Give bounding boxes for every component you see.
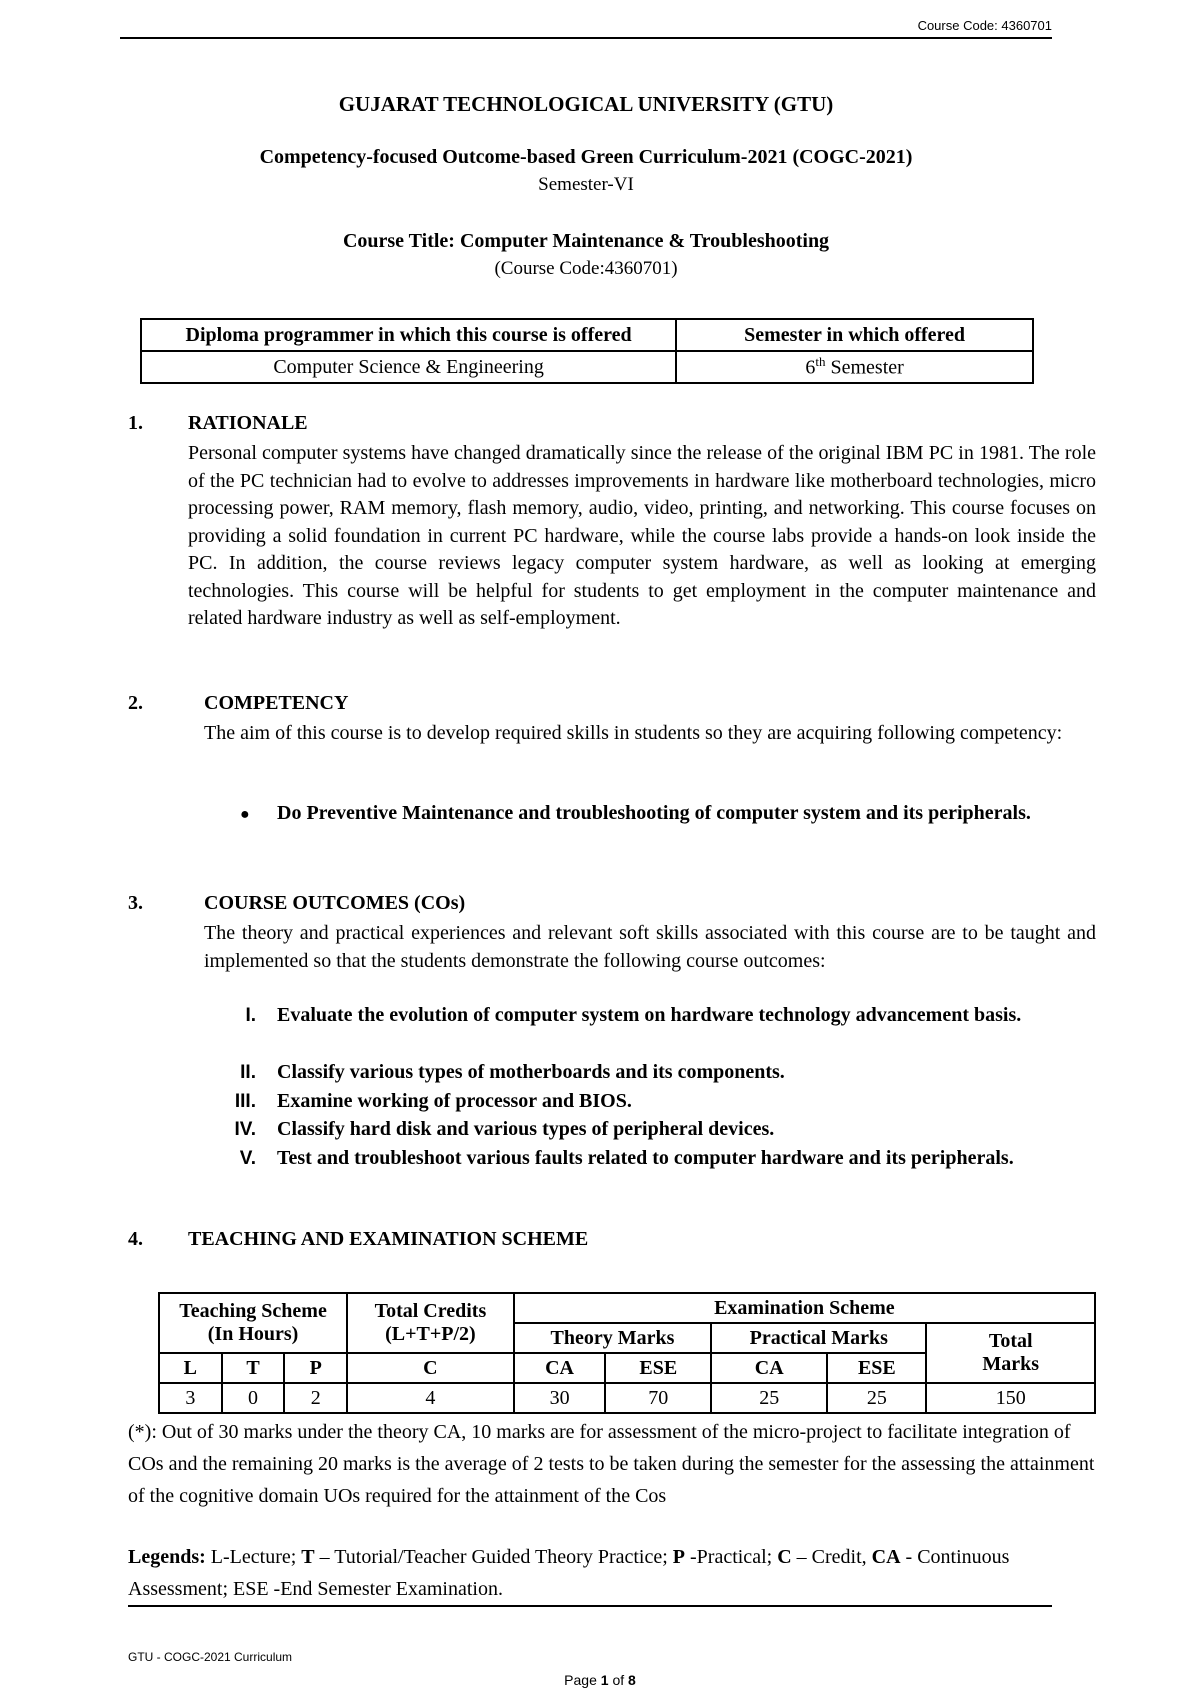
scheme-note: (*): Out of 30 marks under the theory CA, 10 marks are for assessment of the micro-project to facilitate integration of COs and the remaining 20 marks is the average of 2 tests to be taken during the semester for the assessing the attainment of the cognitive domain UOs required for the attainment of the Cos bbox=[128, 1421, 1095, 1507]
value-practical-ese: 25 bbox=[827, 1383, 926, 1413]
value-theory-ese: 70 bbox=[605, 1383, 711, 1413]
col-p: P bbox=[284, 1353, 347, 1383]
value-practical-ca: 25 bbox=[711, 1383, 827, 1413]
offering-table bbox=[140, 318, 1034, 384]
value-p: 2 bbox=[284, 1383, 347, 1413]
course-outcomes-number: 3. bbox=[128, 892, 143, 914]
semester-label: Semester-VI bbox=[538, 174, 634, 195]
legend-ca-text: - Continuous Assessment; ESE -End Semester Examination. bbox=[128, 1546, 1010, 1600]
rationale-heading: RATIONALE bbox=[188, 412, 308, 434]
header-rule bbox=[120, 37, 1052, 39]
competency-bullet: Do Preventive Maintenance and troubleshooting of computer system and its peripherals. bbox=[277, 802, 1031, 824]
co-text: Classify various types of motherboards and its components. bbox=[277, 1061, 785, 1083]
value-c: 4 bbox=[347, 1383, 514, 1413]
semester-number: 6 bbox=[805, 356, 816, 379]
offering-header-semester: Semester in which offered bbox=[676, 319, 1033, 351]
marks-label: Marks bbox=[982, 1353, 1040, 1375]
value-total: 150 bbox=[926, 1383, 1095, 1413]
legend-c-key: C bbox=[777, 1546, 792, 1568]
co-number: I. bbox=[245, 1005, 256, 1026]
semester-suffix: th bbox=[815, 354, 826, 370]
course-outcomes-text: The theory and practical experiences and relevant soft skills associated with this course are to be taught and implemented so that the students demonstrate the following course outcomes: bbox=[204, 922, 1096, 972]
legend-ca-key: CA bbox=[871, 1546, 901, 1568]
course-code: (Course Code:4360701) bbox=[494, 258, 678, 279]
curriculum-title: Competency-focused Outcome-based Green Curriculum-2021 (COGC-2021) bbox=[259, 146, 913, 168]
theory-marks-header: Theory Marks bbox=[514, 1323, 711, 1353]
total-credits-label: Total Credits bbox=[374, 1300, 487, 1322]
semester-word: Semester bbox=[825, 356, 904, 379]
page-current: 1 bbox=[600, 1672, 609, 1688]
in-hours-label: (In Hours) bbox=[207, 1323, 299, 1345]
credits-formula: (L+T+P/2) bbox=[385, 1323, 476, 1345]
legend-t-text: – Tutorial/Teacher Guided Theory Practice; bbox=[314, 1546, 673, 1568]
col-practical-ca: CA bbox=[711, 1353, 827, 1383]
col-l: L bbox=[159, 1353, 222, 1383]
legend-rule bbox=[128, 1605, 1052, 1607]
legend-c-text: – Credit, bbox=[791, 1546, 872, 1568]
page-of: of bbox=[608, 1672, 629, 1688]
co-number: IV. bbox=[234, 1119, 256, 1140]
scheme-table bbox=[158, 1292, 1096, 1414]
teaching-scheme-header bbox=[159, 1293, 347, 1353]
legend-p-text: -Practical; bbox=[685, 1546, 778, 1568]
co-text: Evaluate the evolution of computer system on hardware technology advancement basis. bbox=[277, 1004, 1022, 1026]
col-theory-ese: ESE bbox=[605, 1353, 711, 1383]
col-t: T bbox=[222, 1353, 285, 1383]
co-text: Examine working of processor and BIOS. bbox=[277, 1090, 632, 1112]
scheme-heading: TEACHING AND EXAMINATION SCHEME bbox=[188, 1228, 589, 1250]
rationale-text: Personal computer systems have changed dramatically since the release of the original IBM PC in 1981. The role of the PC technician had to evolve to addresses improvements in hardware like motherboard technologies, micro processing power, RAM memory, flash memory, audio, video, printing, and networking. This course focuses on providing a solid foundation in current PC hardware, while the course labs provide a hands-on look inside the PC. In addition, the course reviews legacy computer system hardware, as well as looking at emerging technologies. This course will be helpful for students to get employment in the computer maintenance and related hardware industry as well as self-employment. bbox=[188, 442, 1096, 629]
co-number: V. bbox=[239, 1148, 256, 1169]
total-marks-header bbox=[926, 1323, 1095, 1383]
value-t: 0 bbox=[222, 1383, 285, 1413]
legend-label: Legends: bbox=[128, 1546, 206, 1568]
col-c: C bbox=[347, 1353, 514, 1383]
co-number: II. bbox=[240, 1062, 256, 1083]
col-theory-ca: CA bbox=[514, 1353, 606, 1383]
course-title: Course Title: Computer Maintenance & Troubleshooting bbox=[342, 230, 830, 252]
value-theory-ca: 30 bbox=[514, 1383, 606, 1413]
co-text: Classify hard disk and various types of peripheral devices. bbox=[277, 1118, 775, 1140]
page-total: 8 bbox=[628, 1672, 636, 1688]
offering-header-programme: Diploma programmer in which this course is offered bbox=[141, 319, 676, 351]
scheme-number: 4. bbox=[128, 1228, 143, 1250]
competency-text: The aim of this course is to develop required skills in students so they are acquiring following competency: bbox=[204, 722, 1063, 744]
co-text: Test and troubleshoot various faults related to computer hardware and its peripherals. bbox=[277, 1147, 1014, 1169]
competency-number: 2. bbox=[128, 692, 143, 714]
rationale-number: 1. bbox=[128, 412, 143, 434]
offering-programme: Computer Science & Engineering bbox=[141, 351, 676, 383]
course-outcomes-heading: COURSE OUTCOMES (COs) bbox=[204, 892, 466, 914]
offering-semester bbox=[676, 351, 1033, 383]
examination-scheme-header: Examination Scheme bbox=[514, 1293, 1095, 1323]
practical-marks-header: Practical Marks bbox=[711, 1323, 926, 1353]
competency-heading: COMPETENCY bbox=[204, 692, 349, 714]
value-l: 3 bbox=[159, 1383, 222, 1413]
co-number: III. bbox=[234, 1091, 256, 1112]
university-title: GUJARAT TECHNOLOGICAL UNIVERSITY (GTU) bbox=[338, 92, 834, 116]
bullet-icon: ● bbox=[240, 806, 250, 823]
legend-l-text: L-Lecture; bbox=[205, 1546, 302, 1568]
total-credits-header bbox=[347, 1293, 514, 1353]
footer-curriculum: GTU - COGC-2021 Curriculum bbox=[128, 1650, 293, 1664]
header-course-code: Course Code: 4360701 bbox=[917, 18, 1052, 33]
teaching-scheme-label: Teaching Scheme bbox=[179, 1300, 327, 1322]
col-practical-ese: ESE bbox=[827, 1353, 926, 1383]
total-label: Total bbox=[988, 1330, 1033, 1352]
legend-p-key: P bbox=[672, 1546, 685, 1568]
legend-t-key: T bbox=[301, 1546, 315, 1568]
footer-page-number bbox=[500, 1672, 700, 1688]
page-prefix: Page bbox=[564, 1672, 601, 1688]
legend bbox=[128, 1541, 1096, 1605]
